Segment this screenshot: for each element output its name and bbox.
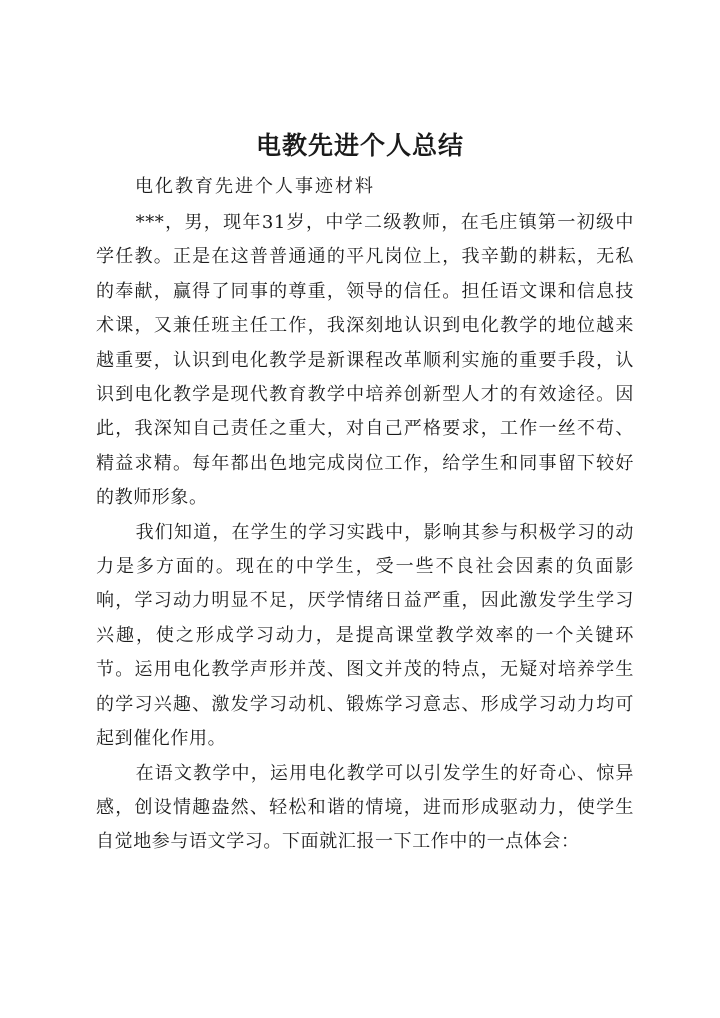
paragraph: 在语文教学中，运用电化教学可以引发学生的好奇心、惊异感，创设情趣盎然、轻松和谐的情境，进而形成驱动力，使学生自觉地参与语文学习。下面就汇报一下工作中的一点体会：: [96, 762, 634, 853]
page-title: 电教先进个人总结: [255, 131, 464, 160]
document-subtitle: 电化教育先进个人事迹材料: [135, 176, 375, 197]
paragraph: 我们知道，在学生的学习实践中，影响其参与积极学习的动力是多方面的。现在的中学生，受一些不良社会因素的负面影响，学习动力明显不足，厌学情绪日益严重，因此激发学生学习兴趣，使之形成学习动力，是提高课堂教学效率的一个关键环节。运用电化教学声形并茂、图文并茂的特点，无疑对培养学生的学习兴趣、激发学习动机、锻炼学习意志、形成学习动力均可起到催化作用。: [96, 521, 634, 750]
document-body: [96, 206, 634, 860]
paragraph: ***，男，现年31岁，中学二级教师，在毛庄镇第一初级中学任教。正是在这普普通通的平凡岗位上，我辛勤的耕耘，无私的奉献，赢得了同事的尊重，领导的信任。担任语文课和信息技术课，又兼任班主任工作，我深刻地认识到电化教学的地位越来越重要，认识到电化教学是新课程改革顺利实施的重要手段，认识到电化教学是现代教育教学中培养创新型人才的有效途径。因此，我深知自己责任之重大，对自己严格要求，工作一丝不苟、精益求精。每年都出色地完成岗位工作，给学生和同事留下较好的教师形象。: [96, 212, 634, 509]
